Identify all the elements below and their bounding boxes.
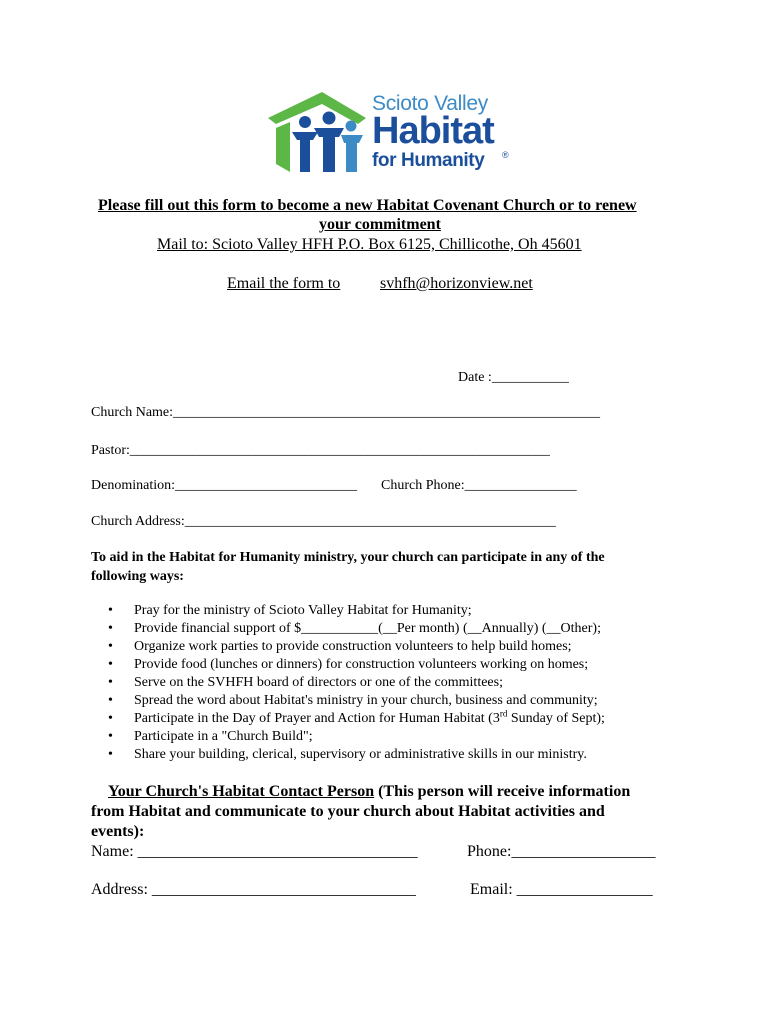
list-item: Serve on the SVHFH board of directors or one of the committees; — [134, 675, 503, 690]
church-name-field[interactable]: Church Name:_____________________________________________________________ — [91, 405, 601, 420]
email-address-link[interactable]: svhfh@horizonview.net — [380, 275, 533, 292]
contact-desc-line-3: events): — [91, 823, 145, 840]
list-item: Pray for the ministry of Scioto Valley Habitat for Humanity; — [134, 603, 472, 618]
bullet-marker: • — [108, 747, 113, 762]
church-address-field[interactable]: Church Address:_____________________________________________________ — [91, 514, 556, 529]
bullet-marker: • — [108, 657, 113, 672]
logo-line-1: Scioto Valley — [372, 92, 488, 115]
contact-title: Your Church's Habitat Contact Person — [108, 783, 375, 800]
bullet-marker: • — [108, 639, 113, 654]
church-phone-field[interactable]: Church Phone:________________ — [381, 478, 577, 493]
contact-phone-field[interactable]: Phone:__________________ — [467, 843, 656, 860]
bullet-marker: • — [108, 693, 113, 708]
denomination-field[interactable]: Denomination:__________________________ — [91, 478, 357, 493]
contact-desc: (This person will receive information — [374, 783, 631, 800]
habitat-logo — [262, 88, 512, 180]
participation-intro-line-2: following ways: — [91, 569, 184, 584]
list-item: Share your building, clerical, supervisory or administrative skills in our ministry. — [134, 747, 587, 762]
bullet-marker: • — [108, 729, 113, 744]
house-people-icon — [262, 88, 372, 180]
list-item-text: Participate in the Day of Prayer and Action for Human Habitat (3 — [134, 711, 500, 726]
list-item: Provide food (lunches or dinners) for construction volunteers working on homes; — [134, 657, 589, 672]
contact-name-field[interactable]: Name: ___________________________________ — [91, 843, 418, 860]
bullet-marker: • — [108, 603, 113, 618]
bullet-marker: • — [108, 711, 113, 726]
contact-address-field[interactable]: Address: _________________________________ — [91, 881, 416, 898]
date-field[interactable]: Date :___________ — [458, 370, 569, 385]
form-heading-line-2: your commitment — [319, 216, 441, 233]
email-label: Email the form to — [227, 275, 341, 292]
list-item — [134, 708, 605, 727]
contact-heading — [108, 783, 630, 801]
participation-intro-line-1: To aid in the Habitat for Humanity ministry, your church can participate in any of the — [91, 550, 605, 565]
form-heading-line-1: Please fill out this form to become a new Habitat Covenant Church or to renew — [98, 197, 637, 214]
contact-email-field[interactable]: Email: _________________ — [470, 881, 653, 898]
list-item: Participate in a "Church Build"; — [134, 729, 313, 744]
pastor-field[interactable]: Pastor:____________________________________________________________ — [91, 443, 550, 458]
bullet-marker: • — [108, 621, 113, 636]
ordinal-suffix: rd — [499, 708, 508, 719]
list-item: Spread the word about Habitat's ministry in your church, business and community; — [134, 693, 598, 708]
list-item-text-tail: Sunday of Sept); — [507, 711, 605, 726]
list-item[interactable]: Provide financial support of $___________(__Per month) (__Annually) (__Other); — [134, 621, 601, 636]
mail-to-address: Mail to: Scioto Valley HFH P.O. Box 6125, Chillicothe, Oh 45601 — [157, 236, 582, 253]
registered-mark: ® — [502, 150, 509, 160]
logo-line-3: for Humanity — [372, 150, 485, 171]
logo-line-2: Habitat — [372, 110, 494, 152]
bullet-marker: • — [108, 675, 113, 690]
list-item: Organize work parties to provide construction volunteers to help build homes; — [134, 639, 572, 654]
contact-desc-line-2: from Habitat and communicate to your church about Habitat activities and — [91, 803, 605, 820]
